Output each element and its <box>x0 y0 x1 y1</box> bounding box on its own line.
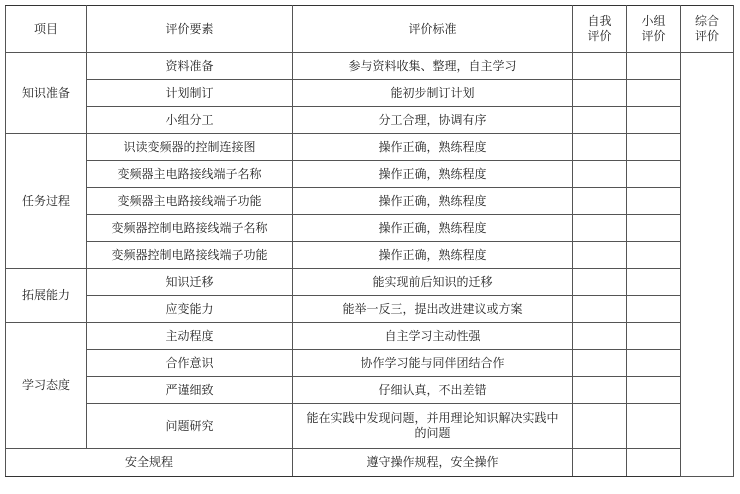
table-row <box>6 161 734 188</box>
element-cell: 变频器控制电路接线端子名称 <box>87 215 293 242</box>
group-eval-cell[interactable] <box>627 350 681 377</box>
group-eval-cell[interactable] <box>627 215 681 242</box>
section-task-process: 任务过程 <box>6 134 87 269</box>
section-knowledge: 知识准备 <box>6 53 87 134</box>
element-cell: 资料准备 <box>87 53 293 80</box>
self-eval-cell[interactable] <box>573 296 627 323</box>
self-eval-cell[interactable] <box>573 161 627 188</box>
standard-cell: 能初步制订计划 <box>293 80 573 107</box>
table-row <box>6 449 734 477</box>
standard-cell: 操作正确，熟练程度 <box>293 242 573 269</box>
overall-eval-cell[interactable] <box>681 53 734 477</box>
element-cell: 问题研究 <box>87 404 293 449</box>
table-row <box>6 404 734 449</box>
group-eval-cell[interactable] <box>627 242 681 269</box>
group-eval-cell[interactable] <box>627 404 681 449</box>
element-cell: 应变能力 <box>87 296 293 323</box>
header-item: 项目 <box>6 6 87 53</box>
self-eval-cell[interactable] <box>573 323 627 350</box>
self-eval-cell[interactable] <box>573 107 627 134</box>
group-eval-cell[interactable] <box>627 377 681 404</box>
standard-cell: 协作学习能与同伴团结合作 <box>293 350 573 377</box>
element-cell: 变频器主电路接线端子名称 <box>87 161 293 188</box>
group-eval-cell[interactable] <box>627 269 681 296</box>
standard-cell: 操作正确，熟练程度 <box>293 188 573 215</box>
element-cell: 主动程度 <box>87 323 293 350</box>
table-row <box>6 53 734 80</box>
table-row <box>6 188 734 215</box>
table-row <box>6 296 734 323</box>
standard-cell: 操作正确，熟练程度 <box>293 161 573 188</box>
element-cell: 识读变频器的控制连接图 <box>87 134 293 161</box>
group-eval-cell[interactable] <box>627 296 681 323</box>
evaluation-table <box>5 5 734 477</box>
self-eval-cell[interactable] <box>573 215 627 242</box>
self-eval-cell[interactable] <box>573 377 627 404</box>
standard-cell: 操作正确，熟练程度 <box>293 215 573 242</box>
evaluation-table-container <box>5 5 734 477</box>
standard-cell: 参与资料收集、整理，自主学习 <box>293 53 573 80</box>
section-attitude: 学习态度 <box>6 323 87 449</box>
header-overall-eval: 综合 评价 <box>681 6 734 53</box>
table-row <box>6 377 734 404</box>
group-eval-cell[interactable] <box>627 134 681 161</box>
element-cell: 变频器主电路接线端子功能 <box>87 188 293 215</box>
table-row <box>6 215 734 242</box>
table-row <box>6 242 734 269</box>
group-eval-cell[interactable] <box>627 53 681 80</box>
standard-cell: 能在实践中发现问题，并用理论知识解决实践中的问题 <box>293 404 573 449</box>
header-self-eval: 自我 评价 <box>573 6 627 53</box>
safety-label: 安全规程 <box>6 449 293 477</box>
header-row <box>6 6 734 53</box>
self-eval-cell[interactable] <box>573 80 627 107</box>
header-elements: 评价要素 <box>87 6 293 53</box>
group-eval-cell[interactable] <box>627 161 681 188</box>
element-cell: 小组分工 <box>87 107 293 134</box>
self-eval-cell[interactable] <box>573 134 627 161</box>
element-cell: 知识迁移 <box>87 269 293 296</box>
self-eval-cell[interactable] <box>573 350 627 377</box>
standard-cell: 分工合理，协调有序 <box>293 107 573 134</box>
group-eval-cell[interactable] <box>627 107 681 134</box>
standard-cell: 能举一反三，提出改进建议或方案 <box>293 296 573 323</box>
header-group-eval: 小组 评价 <box>627 6 681 53</box>
table-row <box>6 269 734 296</box>
group-eval-cell[interactable] <box>627 188 681 215</box>
standard-cell: 能实现前后知识的迁移 <box>293 269 573 296</box>
self-eval-cell[interactable] <box>573 53 627 80</box>
standard-cell: 仔细认真，不出差错 <box>293 377 573 404</box>
section-extension: 拓展能力 <box>6 269 87 323</box>
self-eval-cell[interactable] <box>573 188 627 215</box>
element-cell: 变频器控制电路接线端子功能 <box>87 242 293 269</box>
element-cell: 合作意识 <box>87 350 293 377</box>
standard-cell: 遵守操作规程，安全操作 <box>293 449 573 477</box>
standard-cell: 操作正确，熟练程度 <box>293 134 573 161</box>
group-eval-cell[interactable] <box>627 323 681 350</box>
table-row <box>6 350 734 377</box>
element-cell: 严谨细致 <box>87 377 293 404</box>
table-row <box>6 107 734 134</box>
table-row <box>6 134 734 161</box>
self-eval-cell[interactable] <box>573 269 627 296</box>
self-eval-cell[interactable] <box>573 449 627 477</box>
element-cell: 计划制订 <box>87 80 293 107</box>
table-row <box>6 323 734 350</box>
table-row <box>6 80 734 107</box>
self-eval-cell[interactable] <box>573 242 627 269</box>
header-standard: 评价标准 <box>293 6 573 53</box>
standard-cell: 自主学习主动性强 <box>293 323 573 350</box>
group-eval-cell[interactable] <box>627 449 681 477</box>
self-eval-cell[interactable] <box>573 404 627 449</box>
group-eval-cell[interactable] <box>627 80 681 107</box>
